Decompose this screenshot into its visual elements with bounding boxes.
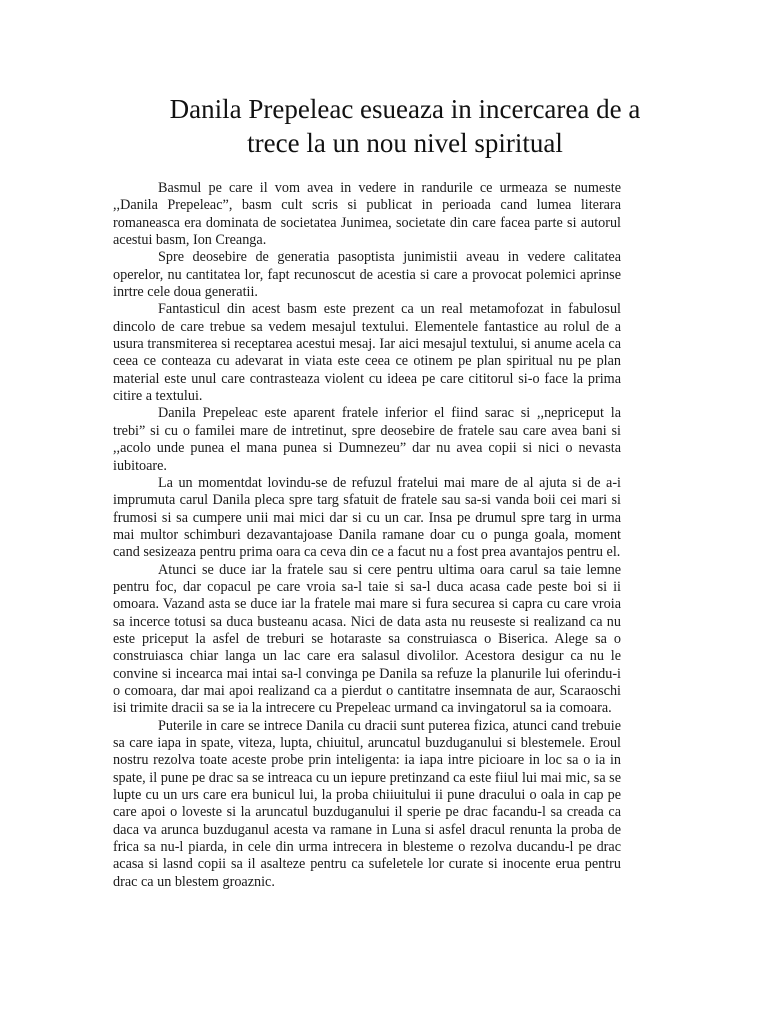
page-title-line-1: Danila Prepeleac esueaza in incercarea de a <box>169 94 641 124</box>
paragraph-6: Atunci se duce iar la fratele sau si cere pentru ultima oara carul sa taie lemne pentru foc, dar copacul pe care vroia sa-l taie si sa-l duca acasa cade peste boi si ii omoara. Vazand asta se duce iar la fratele mai mare si fura securea si capra cu care vroia sa incerce totusi sa duca busteanu acasa. Nici de data asta nu reuseste si realizand ca nu este priceput la asfel de treburi se hotaraste sa construiasca o Biserica. Alege sa o construiasca chiar langa un lac care era salasul divolilor. Acestora desigur ca nu le convine si incearca mai intai sa-l convinga pe Danila sa refuze la planurile lui oferindu-i o comoara, dar mai apoi realizand ca a pierdut o cantitatre insemnata de aur, Scaraoschi isi trimite dracii sa se ia la intrecere cu Prepeleac urmand ca invingatorul sa ia comoara. <box>113 561 621 717</box>
paragraph-2: Spre deosebire de generatia pasoptista junimistii aveau in vedere calitatea operelor, nu cantitatea lor, fapt recunoscut de acestia si care a provocat polemici aprinse inrtre cele doua generatii. <box>113 249 621 301</box>
page-title <box>150 92 660 160</box>
paragraph-5: La un momentdat lovindu-se de refuzul fratelui mai mare de al ajuta si de a-i imprumuta carul Danila pleca spre targ sfatuit de fratele sau sa-si vanda boii cei mari si frumosi si sa cumpere unii mai mici dar si cu un car. Insa pe drumul spre targ in urma mai multor schimburi dezavantajoase Danila ramane doar cu o punga goala, moment cand sesizeaza pentru prima oara ca ceva din ce a facut nu a fost prea avantajos pentru el. <box>113 474 621 561</box>
page-title-line-2: trece la un nou nivel spiritual <box>247 128 563 158</box>
paragraph-1: Basmul pe care il vom avea in vedere in randurile ce urmeaza se numeste ,,Danila Prepeleac”, basm cult scris si publicat in perioada cand lumea literara romaneasca era dominata de societatea Junimea, societate din care facea parte si autorul acestui basm, Ion Creanga. <box>113 180 621 249</box>
paragraph-7: Puterile in care se intrece Danila cu dracii sunt puterea fizica, atunci cand trebuie sa care iapa in spate, viteza, lupta, chiuitul, aruncatul buzduganului si blestemele. Eroul nostru rezolva toate aceste probe prin inteligenta: ia iapa intre picioare in loc sa o ia in spate, il pune pe drac sa se intreaca cu un iepure pretinzand ca este fiiul lui mai mic, sa se lupte cu un urs care era bunicul lui, la proba chiiuitului ii pune dracului o oala in cap pe care apoi o loveste si la aruncatul buzduganului il sperie pe drac facandu-l sa creada ca daca va arunca buzduganul acesta va ramane in Luna si asfel dracul renunta la proba de frica sa nu-l piarda, in cele din urma intrecera in blesteme o rezolva ducandu-l pe drac acasa si lasnd copii sa il asalteze pentru ca sufeletele lor curate si inocente erua pentru drac ca un blestem groaznic. <box>113 717 621 890</box>
document-body <box>113 180 621 891</box>
paragraph-3: Fantasticul din acest basm este prezent ca un real metamofozat in fabulosul dincolo de care trebue sa vedem mesajul textului. Elementele fantastice au rolul de a usura transmiterea si receptarea acestui mesaj. Iar aici mesajul textului, si anume acela ca ceea ce conteaza cu adevarat in viata este ceea ce otinem pe plan spiritual nu pe plan material este unul care contrasteaza violent cu ideea pe care cititorul si-o face la prima citire a textului. <box>113 301 621 405</box>
paragraph-4: Danila Prepeleac este aparent fratele inferior el fiind sarac si ,,nepriceput la trebi” si cu o familei mare de intretinut, spre deosebire de fratele sau care avea bani si ,,acolo unde punea el mana punea si Dumnezeu” dar nu avea copii si nici o nevasta iubitoare. <box>113 405 621 474</box>
